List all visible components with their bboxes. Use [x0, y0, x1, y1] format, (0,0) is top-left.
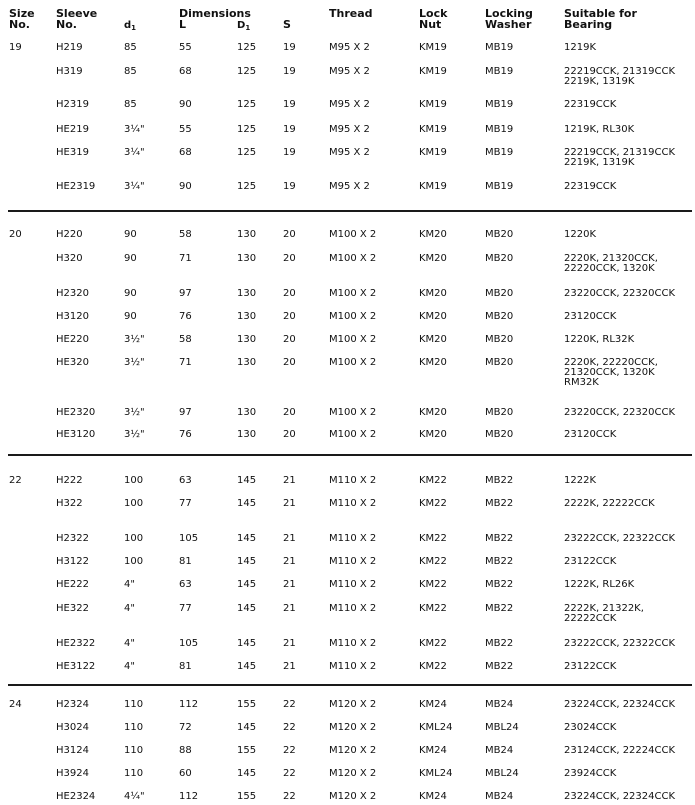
thread-cell: M110 X 2: [329, 661, 377, 672]
bearing-cell: 2220K, 21320CCK, 22220CCK, 1320K: [564, 253, 658, 274]
L-cell: 76: [179, 429, 192, 440]
D1-cell: 145: [237, 475, 257, 486]
washer-cell: MB20: [485, 288, 514, 299]
L-cell: 63: [179, 579, 192, 590]
thread-cell: M110 X 2: [329, 498, 377, 509]
L-cell: 55: [179, 42, 192, 53]
d1-cell: 85: [124, 42, 137, 53]
sleeve-cell: H322: [56, 498, 83, 509]
group-divider: [8, 210, 692, 212]
header-lock-nut-line2: Nut: [419, 18, 442, 31]
sleeve-cell: HE2324: [56, 791, 96, 802]
thread-cell: M95 X 2: [329, 124, 370, 135]
thread-cell: M100 X 2: [329, 407, 377, 418]
L-cell: 71: [179, 357, 192, 368]
L-cell: 71: [179, 253, 192, 264]
sleeve-cell: HE2320: [56, 407, 96, 418]
d1-cell: 90: [124, 311, 137, 322]
D1-cell: 145: [237, 603, 257, 614]
thread-cell: M100 X 2: [329, 357, 377, 368]
thread-cell: M110 X 2: [329, 579, 377, 590]
nut-cell: KM24: [419, 791, 447, 802]
nut-cell: KM19: [419, 124, 447, 135]
washer-cell: MB24: [485, 791, 514, 802]
d1-cell: 85: [124, 99, 137, 110]
thread-cell: M95 X 2: [329, 42, 370, 53]
nut-cell: KML24: [419, 768, 453, 779]
D1-cell: 130: [237, 253, 257, 264]
header-suitable-line2: Bearing: [564, 18, 613, 31]
thread-cell: M120 X 2: [329, 791, 377, 802]
bearing-cell: 2220K, 22220CCK, 21320CCK, 1320K RM32K: [564, 357, 658, 388]
sleeve-cell: H319: [56, 66, 83, 77]
D1-cell: 125: [237, 99, 257, 110]
S-cell: 21: [283, 579, 296, 590]
nut-cell: KM24: [419, 699, 447, 710]
d1-cell: 3½": [124, 407, 145, 418]
S-cell: 19: [283, 42, 296, 53]
sleeve-cell: HE322: [56, 603, 89, 614]
thread-cell: M120 X 2: [329, 768, 377, 779]
bearing-cell: 22319CCK: [564, 181, 617, 192]
bearing-cell: 23222CCK, 22322CCK: [564, 638, 676, 649]
size-no-cell: 24: [9, 699, 22, 710]
bearing-cell: 23124CCK, 22224CCK: [564, 745, 676, 756]
bearing-cell: 23024CCK: [564, 722, 617, 733]
size-no-cell: 19: [9, 42, 22, 53]
S-cell: 20: [283, 334, 296, 345]
sleeve-cell: H2324: [56, 699, 89, 710]
washer-cell: MB22: [485, 533, 514, 544]
L-cell: 60: [179, 768, 192, 779]
D1-cell: 130: [237, 288, 257, 299]
L-cell: 97: [179, 407, 192, 418]
L-cell: 105: [179, 533, 199, 544]
sleeve-cell: HE222: [56, 579, 89, 590]
L-cell: 81: [179, 661, 192, 672]
D1-cell: 145: [237, 556, 257, 567]
L-cell: 77: [179, 498, 192, 509]
S-cell: 20: [283, 288, 296, 299]
washer-cell: MB22: [485, 556, 514, 567]
bearing-cell: 23224CCK, 22324CCK: [564, 791, 676, 802]
bearing-cell: 23120CCK: [564, 429, 617, 440]
D1-cell: 145: [237, 768, 257, 779]
S-cell: 21: [283, 661, 296, 672]
thread-cell: M100 X 2: [329, 311, 377, 322]
L-cell: 63: [179, 475, 192, 486]
nut-cell: KML24: [419, 722, 453, 733]
S-cell: 20: [283, 229, 296, 240]
header-d1-outer: $D_1$: [237, 20, 251, 32]
thread-cell: M120 X 2: [329, 722, 377, 733]
nut-cell: KM22: [419, 661, 447, 672]
S-cell: 20: [283, 311, 296, 322]
nut-cell: KM22: [419, 638, 447, 649]
thread-cell: M100 X 2: [329, 334, 377, 345]
washer-cell: MB20: [485, 429, 514, 440]
bearing-cell: 1222K, RL26K: [564, 579, 635, 590]
header-size-no-line2: No.: [9, 18, 30, 31]
D1-cell: 125: [237, 124, 257, 135]
thread-cell: M95 X 2: [329, 147, 370, 158]
bearing-cell: 23220CCK, 22320CCK: [564, 288, 676, 299]
D1-cell: 130: [237, 407, 257, 418]
nut-cell: KM19: [419, 181, 447, 192]
d1-cell: 100: [124, 556, 144, 567]
d1-cell: 100: [124, 498, 144, 509]
bearing-cell: 23222CCK, 22322CCK: [564, 533, 676, 544]
L-cell: 76: [179, 311, 192, 322]
d1-cell: 110: [124, 722, 144, 733]
S-cell: 22: [283, 791, 296, 802]
group-divider: [8, 454, 692, 456]
nut-cell: KM19: [419, 42, 447, 53]
nut-cell: KM22: [419, 579, 447, 590]
thread-cell: M110 X 2: [329, 475, 377, 486]
d1-cell: 3½": [124, 429, 145, 440]
group-divider: [8, 684, 692, 686]
d1-cell: 110: [124, 699, 144, 710]
L-cell: 97: [179, 288, 192, 299]
thread-cell: M95 X 2: [329, 99, 370, 110]
nut-cell: KM20: [419, 334, 447, 345]
bearing-cell: 2222K, 21322K, 22222CCK: [564, 603, 644, 624]
D1-cell: 155: [237, 791, 257, 802]
sleeve-cell: HE2319: [56, 181, 96, 192]
bearing-cell: 2222K, 22222CCK: [564, 498, 655, 509]
S-cell: 20: [283, 253, 296, 264]
washer-cell: MB20: [485, 229, 514, 240]
D1-cell: 130: [237, 357, 257, 368]
header-sleeve-no-line2: No.: [56, 18, 77, 31]
d1-cell: 85: [124, 66, 137, 77]
S-cell: 21: [283, 638, 296, 649]
bearing-cell: 1220K: [564, 229, 597, 240]
nut-cell: KM22: [419, 533, 447, 544]
L-cell: 72: [179, 722, 192, 733]
header-spacer: [8, 33, 692, 34]
S-cell: 20: [283, 357, 296, 368]
washer-cell: MB22: [485, 579, 514, 590]
D1-cell: 125: [237, 147, 257, 158]
thread-cell: M120 X 2: [329, 699, 377, 710]
d1-cell: 3¼": [124, 147, 145, 158]
d1-cell: 90: [124, 288, 137, 299]
bearing-cell: 22219CCK, 21319CCK 2219K, 1319K: [564, 66, 676, 87]
S-cell: 19: [283, 66, 296, 77]
D1-cell: 130: [237, 334, 257, 345]
D1-cell: 155: [237, 699, 257, 710]
S-cell: 22: [283, 722, 296, 733]
d1-cell: 3¼": [124, 181, 145, 192]
nut-cell: KM19: [419, 147, 447, 158]
L-cell: 55: [179, 124, 192, 135]
d1-cell: 3½": [124, 357, 145, 368]
D1-cell: 130: [237, 429, 257, 440]
washer-cell: MBL24: [485, 722, 519, 733]
bearing-cell: 23220CCK, 22320CCK: [564, 407, 676, 418]
bearing-cell: 22319CCK: [564, 99, 617, 110]
header-lock-nut-line1: Lock: [419, 7, 448, 20]
size-no-cell: 20: [9, 229, 22, 240]
L-cell: 81: [179, 556, 192, 567]
bearing-cell: 23924CCK: [564, 768, 617, 779]
washer-cell: MB22: [485, 498, 514, 509]
sleeve-cell: H3024: [56, 722, 89, 733]
S-cell: 19: [283, 124, 296, 135]
header-size-no-line1: Size: [9, 7, 35, 20]
bearing-cell: 22219CCK, 21319CCK 2219K, 1319K: [564, 147, 676, 168]
sleeve-cell: H320: [56, 253, 83, 264]
d1-cell: 4": [124, 579, 135, 590]
thread-cell: M100 X 2: [329, 229, 377, 240]
D1-cell: 145: [237, 638, 257, 649]
d1-cell: 4¼": [124, 791, 145, 802]
S-cell: 21: [283, 533, 296, 544]
bearing-cell: 23122CCK: [564, 661, 617, 672]
header-s: S: [283, 18, 291, 31]
nut-cell: KM20: [419, 429, 447, 440]
S-cell: 22: [283, 699, 296, 710]
washer-cell: MB20: [485, 334, 514, 345]
d1-cell: 100: [124, 533, 144, 544]
sleeve-cell: H220: [56, 229, 83, 240]
L-cell: 90: [179, 181, 192, 192]
D1-cell: 145: [237, 533, 257, 544]
d1-cell: 100: [124, 475, 144, 486]
D1-cell: 125: [237, 66, 257, 77]
washer-cell: MB22: [485, 475, 514, 486]
D1-cell: 145: [237, 579, 257, 590]
S-cell: 21: [283, 556, 296, 567]
bearing-cell: 23120CCK: [564, 311, 617, 322]
bearing-cell: 1219K: [564, 42, 597, 53]
nut-cell: KM22: [419, 498, 447, 509]
thread-cell: M120 X 2: [329, 745, 377, 756]
bearing-cell: 23224CCK, 22324CCK: [564, 699, 676, 710]
header-d1: $d_1$: [124, 20, 137, 32]
nut-cell: KM19: [419, 99, 447, 110]
L-cell: 58: [179, 229, 192, 240]
S-cell: 20: [283, 407, 296, 418]
sleeve-cell: HE319: [56, 147, 89, 158]
nut-cell: KM20: [419, 253, 447, 264]
washer-cell: MB24: [485, 699, 514, 710]
sleeve-cell: HE2322: [56, 638, 96, 649]
bearing-cell: 1219K, RL30K: [564, 124, 635, 135]
bearing-cell: 1220K, RL32K: [564, 334, 635, 345]
thread-cell: M110 X 2: [329, 533, 377, 544]
S-cell: 22: [283, 768, 296, 779]
d1-cell: 110: [124, 745, 144, 756]
bearing-cell: 1222K: [564, 475, 597, 486]
L-cell: 105: [179, 638, 199, 649]
d1-cell: 3½": [124, 334, 145, 345]
nut-cell: KM20: [419, 357, 447, 368]
sleeve-cell: H2322: [56, 533, 89, 544]
S-cell: 21: [283, 498, 296, 509]
sleeve-cell: HE3120: [56, 429, 96, 440]
d1-cell: 110: [124, 768, 144, 779]
nut-cell: KM24: [419, 745, 447, 756]
washer-cell: MB22: [485, 603, 514, 614]
sleeve-cell: H222: [56, 475, 83, 486]
washer-cell: MB19: [485, 124, 514, 135]
thread-cell: M110 X 2: [329, 638, 377, 649]
S-cell: 19: [283, 181, 296, 192]
L-cell: 112: [179, 699, 199, 710]
washer-cell: MB19: [485, 147, 514, 158]
nut-cell: KM22: [419, 556, 447, 567]
nut-cell: KM20: [419, 407, 447, 418]
thread-cell: M95 X 2: [329, 66, 370, 77]
nut-cell: KM22: [419, 603, 447, 614]
S-cell: 19: [283, 99, 296, 110]
nut-cell: KM20: [419, 288, 447, 299]
nut-cell: KM20: [419, 311, 447, 322]
washer-cell: MB19: [485, 42, 514, 53]
sleeve-cell: HE3122: [56, 661, 96, 672]
d1-cell: 4": [124, 638, 135, 649]
sleeve-cell: H2319: [56, 99, 89, 110]
d1-cell: 4": [124, 603, 135, 614]
D1-cell: 155: [237, 745, 257, 756]
sleeve-cell: H3124: [56, 745, 89, 756]
L-cell: 68: [179, 147, 192, 158]
washer-cell: MB20: [485, 407, 514, 418]
washer-cell: MB20: [485, 253, 514, 264]
nut-cell: KM19: [419, 66, 447, 77]
D1-cell: 125: [237, 181, 257, 192]
washer-cell: MB19: [485, 66, 514, 77]
header-l: L: [179, 18, 187, 31]
header-thread: Thread: [329, 7, 373, 20]
L-cell: 58: [179, 334, 192, 345]
sleeve-cell: H3122: [56, 556, 89, 567]
washer-cell: MB19: [485, 181, 514, 192]
d1-cell: 90: [124, 229, 137, 240]
thread-cell: M110 X 2: [329, 603, 377, 614]
S-cell: 20: [283, 429, 296, 440]
sleeve-cell: HE219: [56, 124, 89, 135]
washer-cell: MB24: [485, 745, 514, 756]
thread-cell: M100 X 2: [329, 288, 377, 299]
bearing-cell: 23122CCK: [564, 556, 617, 567]
washer-cell: MB20: [485, 357, 514, 368]
sleeve-cell: HE220: [56, 334, 89, 345]
D1-cell: 145: [237, 661, 257, 672]
washer-cell: MB22: [485, 638, 514, 649]
thread-cell: M100 X 2: [329, 253, 377, 264]
washer-cell: MBL24: [485, 768, 519, 779]
D1-cell: 145: [237, 722, 257, 733]
size-no-cell: 22: [9, 475, 22, 486]
d1-cell: 4": [124, 661, 135, 672]
S-cell: 22: [283, 745, 296, 756]
header-locking-washer-line2: Washer: [485, 18, 532, 31]
D1-cell: 130: [237, 229, 257, 240]
nut-cell: KM20: [419, 229, 447, 240]
L-cell: 68: [179, 66, 192, 77]
header-locking-washer-line1: Locking: [485, 7, 533, 20]
header-sleeve-no-line1: Sleeve: [56, 7, 98, 20]
sleeve-cell: H2320: [56, 288, 89, 299]
S-cell: 21: [283, 475, 296, 486]
nut-cell: KM22: [419, 475, 447, 486]
L-cell: 88: [179, 745, 192, 756]
S-cell: 21: [283, 603, 296, 614]
sleeve-cell: HE320: [56, 357, 89, 368]
header-suitable-line1: Suitable for: [564, 7, 637, 20]
sleeve-cell: H3924: [56, 768, 89, 779]
d1-cell: 3¼": [124, 124, 145, 135]
L-cell: 112: [179, 791, 199, 802]
thread-cell: M100 X 2: [329, 429, 377, 440]
thread-cell: M95 X 2: [329, 181, 370, 192]
washer-cell: MB19: [485, 99, 514, 110]
S-cell: 19: [283, 147, 296, 158]
washer-cell: MB22: [485, 661, 514, 672]
L-cell: 77: [179, 603, 192, 614]
D1-cell: 145: [237, 498, 257, 509]
L-cell: 90: [179, 99, 192, 110]
D1-cell: 125: [237, 42, 257, 53]
washer-cell: MB20: [485, 311, 514, 322]
d1-cell: 90: [124, 253, 137, 264]
sleeve-cell: H219: [56, 42, 83, 53]
header-dimensions: Dimensions: [179, 7, 251, 20]
thread-cell: M110 X 2: [329, 556, 377, 567]
D1-cell: 130: [237, 311, 257, 322]
sleeve-cell: H3120: [56, 311, 89, 322]
